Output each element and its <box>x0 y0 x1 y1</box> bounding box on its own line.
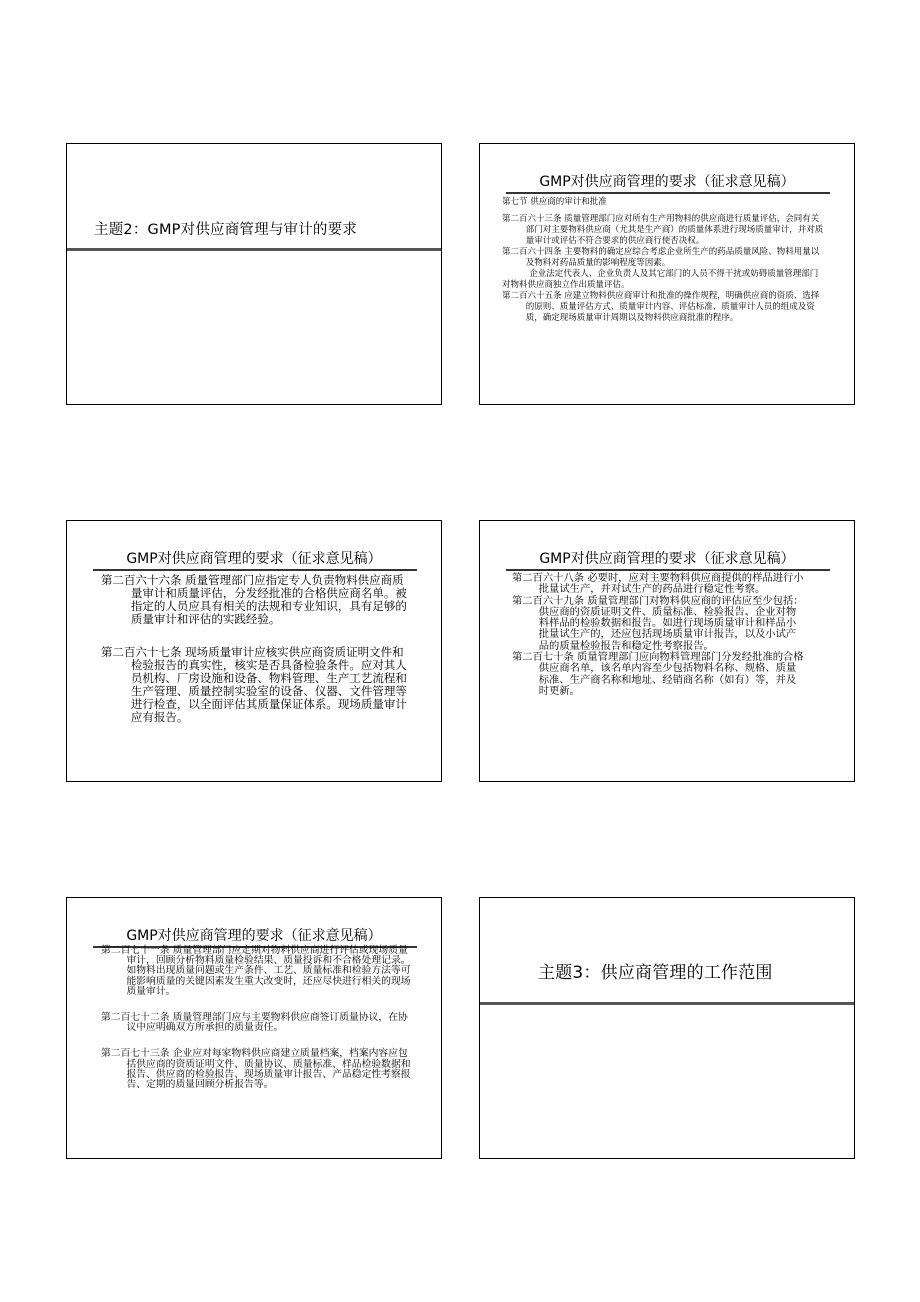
slide-article-271-273 <box>66 897 442 1159</box>
section-heading: 第七节 供应商的审计和批准 <box>502 197 607 207</box>
article-paragraph: 第二百七十条 质量管理部门应向物料管理部门分发经批准的合格供应商名单，该名单内容至少包括物料名称、规格、质量标准、生产商名称和地址、经销商名称（如有）等，并及时更新。 <box>512 651 804 697</box>
title-divider <box>67 248 441 251</box>
slide-article-266-267 <box>66 520 442 782</box>
slide-topic-3 <box>479 897 855 1159</box>
slide-title: 主题3：供应商管理的工作范围 <box>538 963 773 983</box>
article-paragraph: 第二百六十五条 应建立物料供应商审计和批准的操作规程，明确供应商的资质、选择的原则、质量评估方式、质量审计内容、评估标准、质量审计人员的组成及资质，确定现场质量审计周期以及物料供应商批准的程序。 <box>502 291 820 323</box>
slide-topic-2 <box>66 143 442 405</box>
slide-title: GMP对供应商管理的要求（征求意见稿） <box>126 551 382 567</box>
article-paragraph: 第二百七十三条 企业应对每家物料供应商建立质量档案，档案内容应包括供应商的资质证明文件、质量协议、质量标准、样品检验数据和报告、供应商的检验报告、现场质量审计报告、产品稳定性考察报告、定期的质量回顾分析报告等。 <box>101 1048 411 1091</box>
slide-title: 主题2：GMP对供应商管理与审计的要求 <box>94 222 358 238</box>
article-paragraph: 企业法定代表人、企业负责人及其它部门的人员不得干扰或妨碍质量管理部门对物料供应商独立作出质量评估。 <box>502 269 819 290</box>
title-divider <box>506 569 830 571</box>
slide-article-268-270 <box>479 520 855 782</box>
article-paragraph: 第二百六十九条 质量管理部门对物料供应商的评估应至少包括：供应商的资质证明文件、质量标准、检验报告、企业对物料样品的检验数据和报告。如进行现场质量审计和样品小批量试生产的，还应包括现场质量审计报告，以及小试产品的质量检验报告和稳定性考察报告。 <box>512 594 804 652</box>
slide-body <box>502 197 824 324</box>
title-divider <box>93 569 417 571</box>
slide-body <box>101 574 413 724</box>
title-divider <box>480 1002 854 1005</box>
article-paragraph: 第二百七十一条 质量管理部门应定期对物料供应商进行评估或现场质量审计，回顾分析物料质量检验结果、质量投诉和不合格处理记录。如物料出现质量问题或生产条件、工艺、质量标准和检验方法等可能影响质量的关键因素发生重大改变时，还应尽快进行相关的现场质量审计。 <box>101 945 411 997</box>
article-paragraph: 第二百六十四条 主要物料的确定应综合考虑企业所生产的药品质量风险、物料用量以及物料对药品质量的影响程度等因素。 <box>502 247 820 268</box>
article-paragraph: 第二百六十六条 质量管理部门应指定专人负责物料供应商质量审计和质量评估，分发经批准的合格供应商名单。被指定的人员应具有相关的法规和专业知识，具有足够的质量审计和评估的实践经验。 <box>101 573 407 626</box>
article-paragraph: 第二百六十三条 质量管理部门应对所有生产用物料的供应商进行质量评估，会同有关部门对主要物料供应商（尤其是生产商）的质量体系进行现场质量审计，并对质量审计或评估不符合要求的供应商行使否决权。 <box>502 214 824 246</box>
article-paragraph: 第二百七十二条 质量管理部门应与主要物料供应商签订质量协议，在协议中应明确双方所承担的质量责任。 <box>101 1012 408 1034</box>
article-paragraph: 第二百六十七条 现场质量审计应核实供应商资质证明文件和检验报告的真实性，核实是否具备检验条件。应对其人员机构、厂房设施和设备、物料管理、生产工艺流程和生产管理、质量控制实验室的设备、仪器、文件管理等进行检查，以全面评估其质量保证体系。现场质量审计应有报告。 <box>101 645 407 724</box>
slide-article-263-265 <box>479 143 855 405</box>
slide-title: GMP对供应商管理的要求（征求意见稿） <box>539 174 795 190</box>
article-paragraph: 第二百六十八条 必要时，应对主要物料供应商提供的样品进行小批量试生产，并对试生产的药品进行稳定性考察。 <box>512 572 804 596</box>
slide-title: GMP对供应商管理的要求（征求意见稿） <box>126 928 382 944</box>
slide-title: GMP对供应商管理的要求（征求意见稿） <box>539 551 795 567</box>
slide-body <box>101 946 415 1090</box>
slide-body <box>512 573 804 697</box>
title-divider <box>506 192 830 194</box>
